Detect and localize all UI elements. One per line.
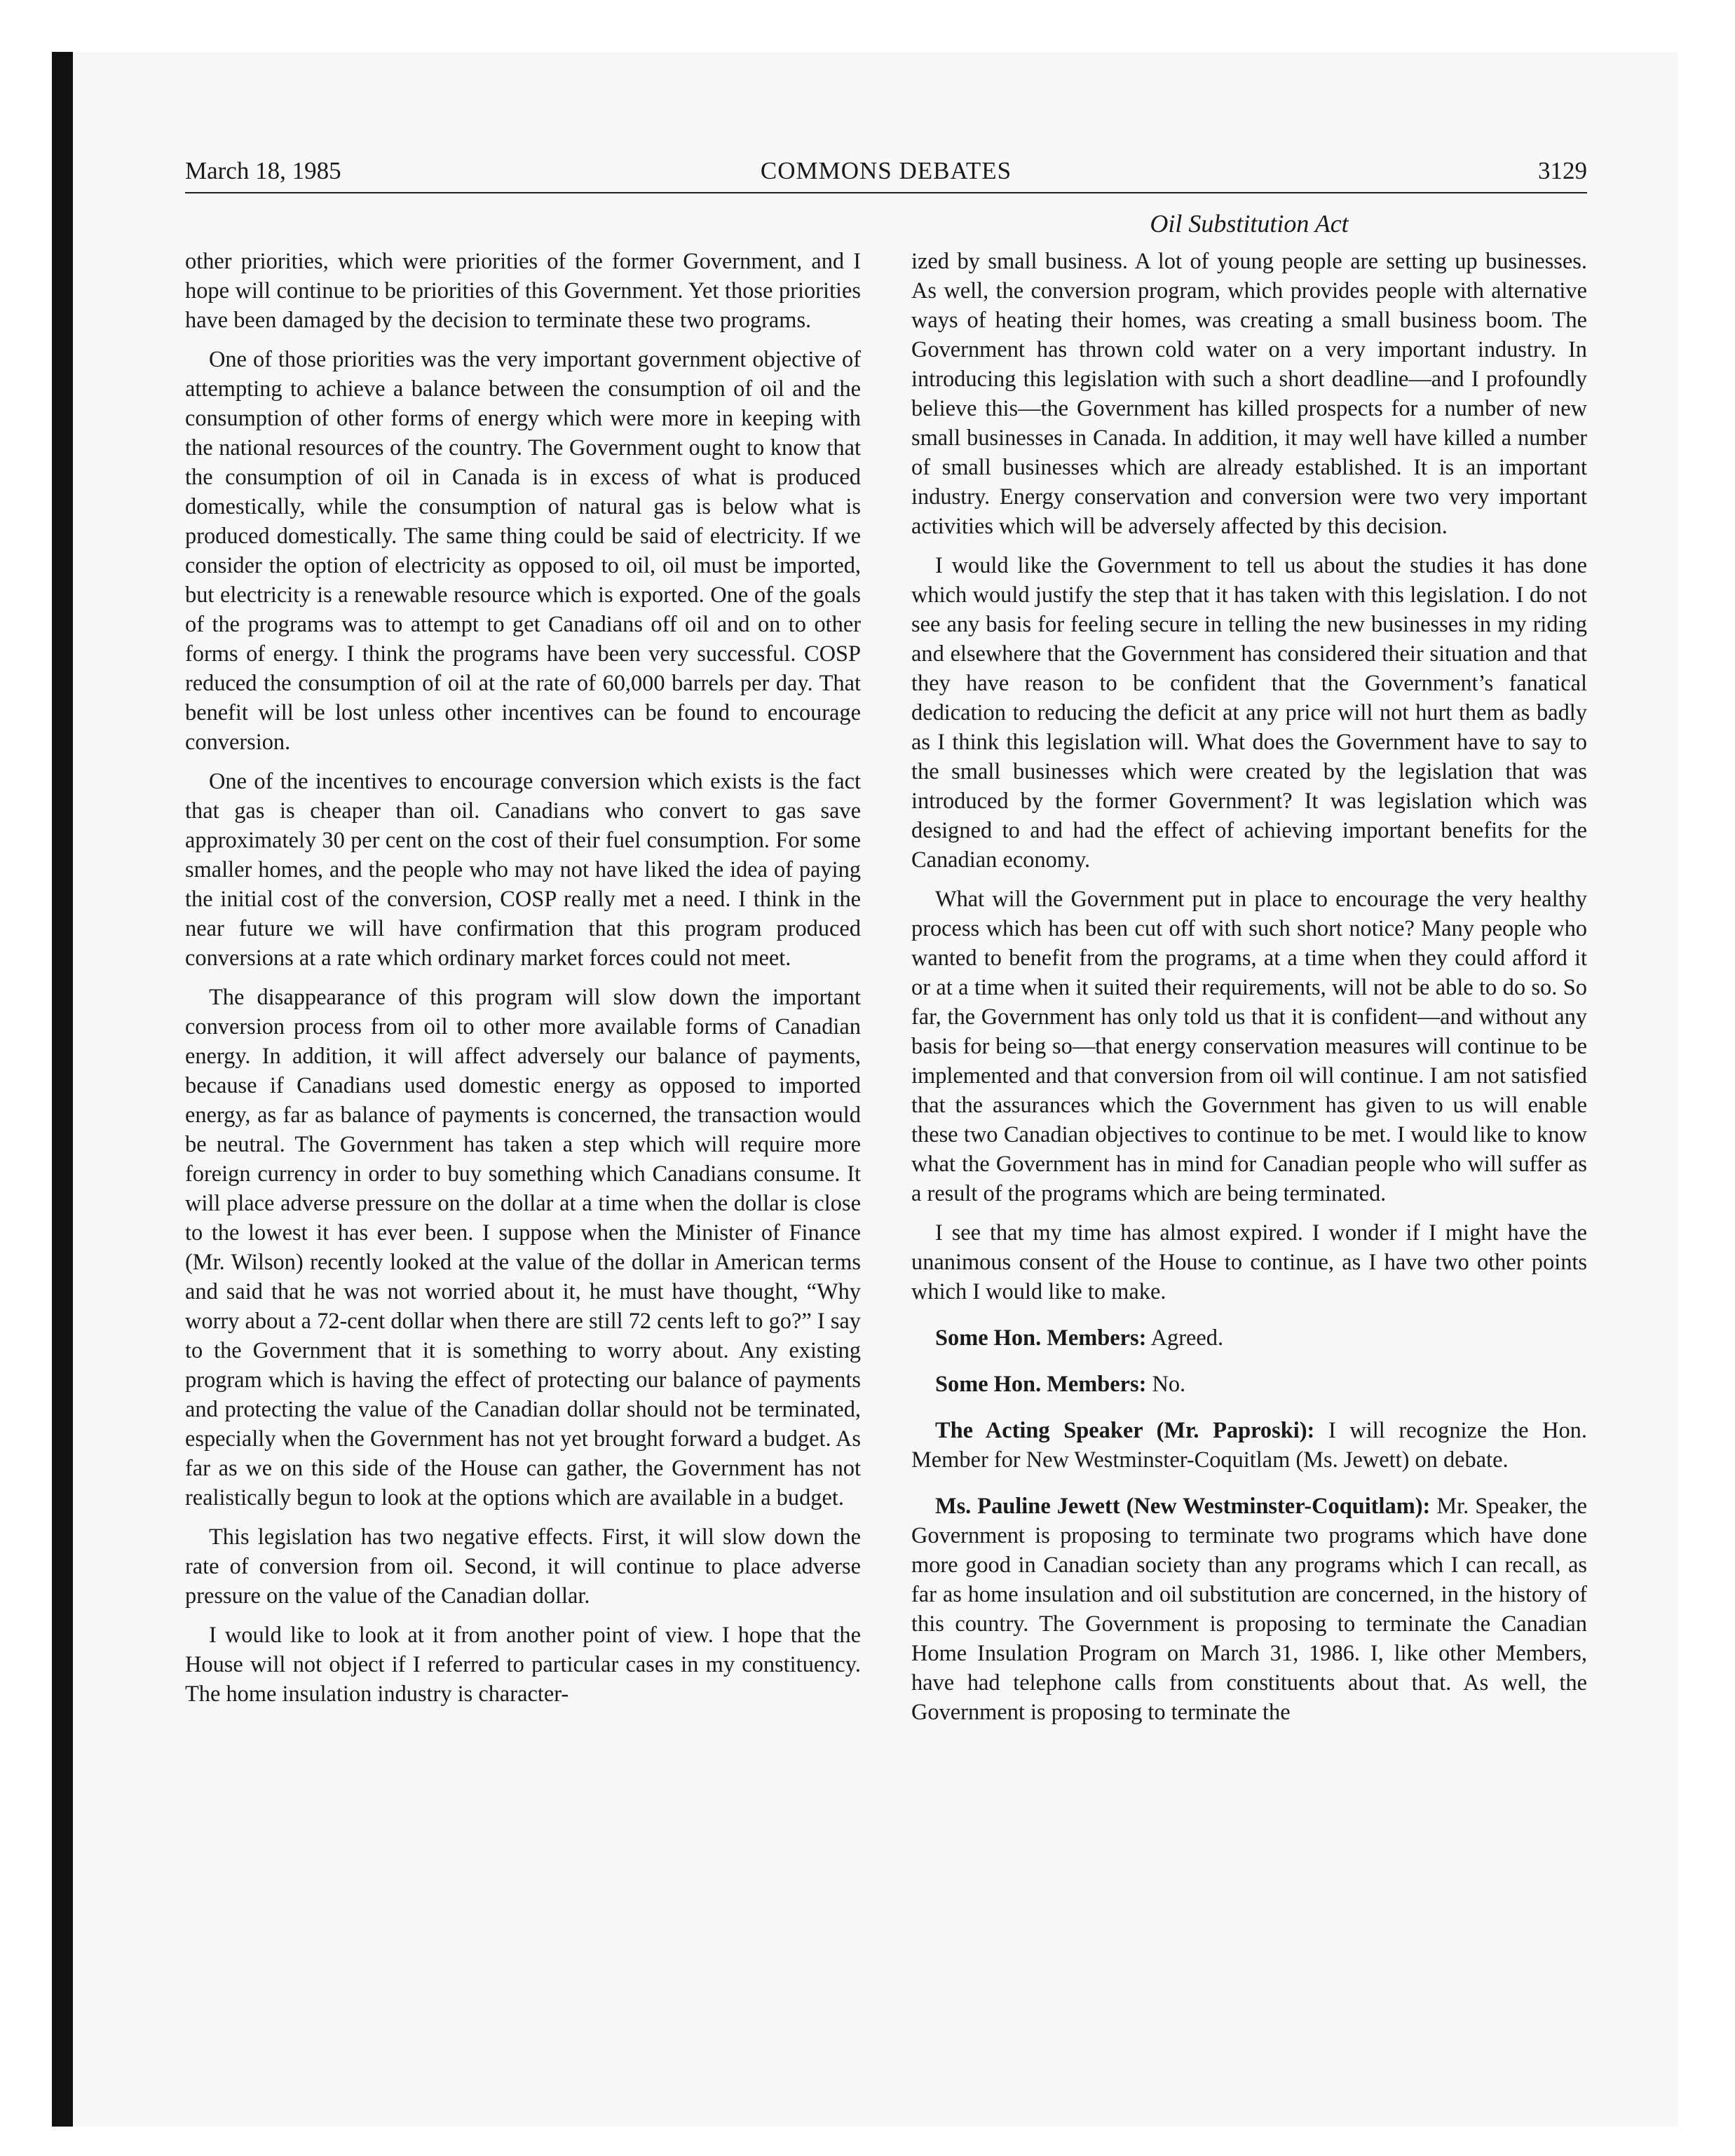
speaker-name: Some Hon. Members: (935, 1325, 1147, 1351)
paragraph: One of those priorities was the very important government objective of attempting to achieve a balance between the consumption of oil and the consumption of other forms of energy which were more in keeping with the national resources of the country. The Government ought to know that the consumption of oil in Canada is in excess of what is produced domestically, while the consumption of natural gas is below what is produced domestically. The same thing could be said of electricity. If we consider the option of electricity as opposed to oil, oil must be imported, but electricity is a renewable resource which is exported. One of the goals of the programs was to attempt to get Canadians off oil and on to other forms of energy. I think the programs have been very successful. COSP reduced the consumption of oil at the rate of 60,000 barrels per day. That benefit will be lost unless other incentives can be found to encourage conversion. (185, 347, 861, 755)
interjection-text: Agreed. (1146, 1325, 1224, 1351)
paragraph: ized by small business. A lot of young people are setting up businesses. As well, the conversion program, which provides people with alternative ways of heating their homes, was creating a small business boom. The Government has thrown cold water on a very important industry. In introducing this legislation with such a short deadline—and I profoundly believe this—the Government has killed prospects for a number of new small businesses in Canada. In addition, it may well have killed a number of small businesses which are already established. It is an important industry. Energy conservation and conversion were two very important activities which will be adversely affected by this decision. (911, 249, 1587, 539)
interjection-text: No. (1146, 1372, 1186, 1397)
scan-binding-edge (52, 52, 73, 2127)
speaker-name: Ms. Pauline Jewett (New Westminster-Coquitlam): (935, 1494, 1431, 1519)
interjection (911, 1323, 1587, 1353)
paragraph: I see that my time has almost expired. I wonder if I might have the unanimous consent of the House to continue, as I have two other points which I would like to make. (911, 1220, 1587, 1304)
paragraph: I would like to look at it from another point of view. I hope that the House will not object if I referred to particular cases in my constituency. The home insulation industry is character- (185, 1623, 861, 1707)
interjection (911, 1370, 1587, 1399)
left-column (185, 247, 861, 1719)
running-header (185, 157, 1587, 193)
header-publication-title: COMMONS DEBATES (760, 157, 1012, 184)
header-page-number: 3129 (1538, 157, 1587, 184)
paragraph: I would like the Government to tell us about the studies it has done which would justify the step that it has taken with this legislation. I do not see any basis for feeling secure in telling the new businesses in my riding and elsewhere that the Government has considered their situation and that they have reason to be confident that the Government’s fanatical dedication to reducing the deficit at any price will not hurt them as badly as I think this legislation will. What does the Government have to say to the small businesses which were created by the legislation that was introduced by the former Government? It was legislation which was designed to and had the effect of achieving important benefits for the Canadian economy. (911, 553, 1587, 873)
paragraph: What will the Government put in place to encourage the very healthy process which has been cut off with such short notice? Many people who wanted to benefit from the programs, at a time when they could afford it or at a time when it suited their requirements, will not be able to do so. So far, the Government has only told us that it is confident—and without any basis for being so—that energy conservation measures will continue to be implemented and that conversion from oil will continue. I am not satisfied that the assurances which the Government has given to us will enable these two Canadian objectives to continue to be met. I would like to know what the Government has in mind for Canadian people who will suffer as a result of the programs which are being terminated. (911, 887, 1587, 1206)
speaker-name: The Acting Speaker (Mr. Paproski): (935, 1418, 1315, 1443)
subject-heading: Oil Substitution Act (1150, 210, 1349, 238)
paragraph: One of the incentives to encourage conversion which exists is the fact that gas is cheaper than oil. Canadians who convert to gas save approximately 30 per cent on the cost of their fuel consumption. For some smaller homes, and the people who may not have liked the idea of paying the initial cost of the conversion, COSP really met a need. I think in the near future we will have confirmation that this program produced conversions at a rate which ordinary market forces could not meet. (185, 769, 861, 971)
speaker-name: Some Hon. Members: (935, 1372, 1147, 1397)
header-date: March 18, 1985 (185, 157, 341, 184)
paragraph: The disappearance of this program will slow down the important conversion process from oil to other more available forms of Canadian energy. In addition, it will affect adversely our balance of payments, because if Canadians used domestic energy as opposed to imported energy, as far as balance of payments is concerned, the transaction would be neutral. The Government has taken a step which will require more foreign currency in order to buy something which Canadians consume. It will place adverse pressure on the dollar at a time when the dollar is close to the lowest it has ever been. I suppose when the Minister of Finance (Mr. Wilson) recently looked at the value of the dollar in American terms and said that he was not worried about it, he must have thought, “Why worry about a 72-cent dollar when there are still 72 cents left to go?” I say to the Government that it is something to worry about. Any existing program which is having the effect of protecting our balance of payments and protecting the value of the Canadian dollar should not be terminated, especially when the Government has not yet brought forward a budget. As far as we on this side of the House can gather, the Government has not realistically begun to look at the options which are available in a budget. (185, 985, 861, 1510)
speech (911, 1416, 1587, 1475)
speech-text: I will recognize the Hon. Member for New Westminster-Coquitlam (Ms. Jewett) on debate. (911, 1418, 1587, 1473)
right-column (911, 247, 1587, 1737)
paragraph: This legislation has two negative effects. First, it will slow down the rate of conversion from oil. Second, it will continue to place adverse pressure on the value of the Canadian dollar. (185, 1524, 861, 1609)
speech (911, 1492, 1587, 1727)
paragraph: other priorities, which were priorities of the former Government, and I hope will continue to be priorities of this Government. Yet those priorities have been damaged by the decision to terminate these two programs. (185, 249, 861, 333)
speech-text: Mr. Speaker, the Government is proposing to terminate two programs which have done more good in Canadian society than any programs which I can recall, as far as home insulation and oil substitution are concerned, in the history of this country. The Government is proposing to terminate the Canadian Home Insulation Program on March 31, 1986. I, like other Members, have had telephone calls from constituents about that. As well, the Government is proposing to terminate the (911, 1494, 1587, 1725)
